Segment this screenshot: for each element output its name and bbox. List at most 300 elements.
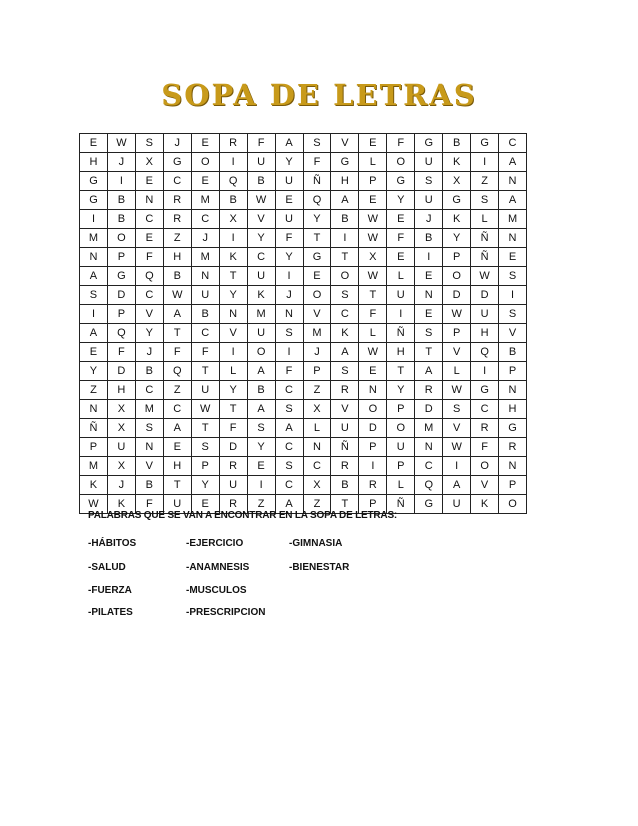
grid-cell: A [331,191,359,210]
grid-cell: E [80,134,108,153]
grid-cell: E [80,343,108,362]
grid-cell: Ñ [80,419,108,438]
grid-cell: Q [415,476,443,495]
grid-cell: F [275,229,303,248]
grid-cell: L [387,476,415,495]
grid-cell: V [443,343,471,362]
grid-cell: S [135,419,163,438]
grid-cell: M [303,324,331,343]
grid-cell: W [191,400,219,419]
grid-cell: O [443,267,471,286]
grid-cell: X [107,400,135,419]
grid-cell: T [331,495,359,514]
grid-cell: C [163,172,191,191]
grid-cell: Y [387,191,415,210]
grid-cell: I [359,457,387,476]
grid-cell: C [275,476,303,495]
grid-cell: O [387,419,415,438]
grid-row [80,362,527,381]
grid-cell: N [80,400,108,419]
grid-cell: C [191,324,219,343]
grid-cell: D [443,286,471,305]
word-item: -HÁBITOS [88,538,137,549]
grid-row [80,191,527,210]
grid-cell: A [163,305,191,324]
grid-cell: O [387,153,415,172]
grid-cell: G [163,153,191,172]
grid-cell: F [359,305,387,324]
grid-cell: Q [135,267,163,286]
grid-cell: I [275,267,303,286]
grid-row [80,476,527,495]
grid-cell: T [219,267,247,286]
grid-cell: Ñ [471,229,499,248]
grid-cell: D [415,400,443,419]
grid-cell: E [359,191,387,210]
grid-cell: U [443,495,471,514]
grid-cell: A [415,362,443,381]
grid-cell: C [191,210,219,229]
grid-cell: G [80,191,108,210]
grid-cell: W [359,343,387,362]
grid-cell: E [191,134,219,153]
grid-cell: D [219,438,247,457]
grid-cell: V [471,476,499,495]
grid-cell: A [80,324,108,343]
grid-cell: F [387,134,415,153]
grid-cell: T [163,476,191,495]
grid-cell: P [191,457,219,476]
grid-cell: R [163,210,191,229]
grid-cell: W [107,134,135,153]
grid-cell: I [471,362,499,381]
grid-cell: P [107,305,135,324]
grid-cell: M [247,305,275,324]
grid-cell: P [359,172,387,191]
words-heading: PALABRAS QUE SE VAN A ENCONTRAR EN LA SOPA DE LETRAS: [88,510,398,521]
grid-cell: F [303,153,331,172]
grid-cell: T [359,286,387,305]
grid-cell: U [163,495,191,514]
grid-row [80,153,527,172]
grid-cell: V [331,400,359,419]
grid-cell: R [331,457,359,476]
grid-cell: N [135,191,163,210]
grid-cell: N [191,267,219,286]
grid-cell: P [499,362,527,381]
grid-cell: U [415,191,443,210]
grid-cell: M [191,191,219,210]
word-item: -SALUD [88,562,126,573]
grid-cell: F [247,134,275,153]
grid-cell: N [219,305,247,324]
grid-cell: A [443,476,471,495]
grid-cell: A [275,419,303,438]
grid-cell: K [80,476,108,495]
grid-cell: C [135,286,163,305]
grid-cell: E [387,248,415,267]
grid-cell: F [219,419,247,438]
grid-cell: Ñ [303,172,331,191]
grid-cell: B [135,362,163,381]
grid-cell: G [443,191,471,210]
grid-cell: C [303,457,331,476]
word-item: -GIMNASIA [289,538,343,549]
grid-cell: S [499,305,527,324]
grid-cell: S [80,286,108,305]
grid-cell: X [135,153,163,172]
grid-row [80,419,527,438]
grid-cell: R [415,381,443,400]
grid-cell: V [135,305,163,324]
grid-cell: F [135,248,163,267]
grid-cell: C [331,305,359,324]
grid-cell: I [219,343,247,362]
grid-cell: A [499,153,527,172]
grid-cell: Q [303,191,331,210]
grid-cell: K [107,495,135,514]
grid-cell: U [219,476,247,495]
grid-cell: J [191,229,219,248]
grid-cell: U [191,381,219,400]
grid-cell: R [219,457,247,476]
grid-cell: W [163,286,191,305]
grid-cell: R [219,134,247,153]
grid-cell: Y [135,324,163,343]
grid-cell: Z [303,381,331,400]
word-item: -MUSCULOS [186,585,247,596]
grid-cell: R [471,419,499,438]
grid-cell: Q [107,324,135,343]
grid-cell: V [219,324,247,343]
grid-cell: L [303,419,331,438]
grid-cell: G [107,267,135,286]
grid-cell: Y [247,229,275,248]
grid-cell: M [135,400,163,419]
grid-cell: K [331,324,359,343]
grid-cell: B [331,210,359,229]
grid-cell: Z [303,495,331,514]
grid-cell: N [415,438,443,457]
grid-cell: Y [191,476,219,495]
grid-cell: P [359,495,387,514]
grid-cell: B [163,267,191,286]
grid-cell: N [275,305,303,324]
grid-cell: H [163,457,191,476]
grid-row [80,172,527,191]
grid-cell: U [191,286,219,305]
grid-cell: C [275,438,303,457]
grid-cell: E [359,362,387,381]
grid-cell: Ñ [471,248,499,267]
grid-cell: P [443,324,471,343]
grid-cell: J [135,343,163,362]
grid-cell: X [303,476,331,495]
grid-cell: A [80,267,108,286]
grid-cell: K [219,248,247,267]
grid-cell: W [80,495,108,514]
grid-cell: G [387,172,415,191]
grid-cell: F [135,495,163,514]
grid-cell: I [107,172,135,191]
grid-cell: C [163,400,191,419]
grid-cell: B [135,476,163,495]
grid-cell: G [471,134,499,153]
grid-cell: E [387,210,415,229]
grid-cell: N [80,248,108,267]
grid-cell: A [275,495,303,514]
grid-cell: U [275,172,303,191]
grid-cell: S [275,457,303,476]
grid-cell: X [443,172,471,191]
grid-cell: Y [247,438,275,457]
grid-cell: A [163,419,191,438]
grid-cell: O [191,153,219,172]
grid-cell: B [499,343,527,362]
grid-cell: I [219,153,247,172]
grid-cell: S [443,400,471,419]
grid-cell: N [359,381,387,400]
grid-cell: F [191,343,219,362]
grid-cell: U [331,419,359,438]
grid-cell: M [415,419,443,438]
grid-cell: C [499,134,527,153]
grid-cell: L [359,153,387,172]
grid-cell: O [107,229,135,248]
grid-cell: S [415,324,443,343]
grid-cell: Ñ [387,324,415,343]
grid-cell: G [80,172,108,191]
grid-cell: N [499,457,527,476]
grid-cell: I [80,210,108,229]
grid-cell: N [135,438,163,457]
grid-cell: V [135,457,163,476]
grid-cell: Z [163,381,191,400]
grid-cell: Z [80,381,108,400]
grid-cell: U [275,210,303,229]
grid-cell: H [80,153,108,172]
grid-row [80,381,527,400]
grid-cell: N [499,229,527,248]
grid-row [80,400,527,419]
grid-row [80,210,527,229]
grid-cell: U [107,438,135,457]
grid-cell: Z [247,495,275,514]
word-search-grid [79,133,527,514]
grid-cell: E [359,134,387,153]
grid-cell: J [303,343,331,362]
grid-cell: N [415,286,443,305]
grid-cell: S [275,324,303,343]
grid-cell: E [191,495,219,514]
grid-row [80,305,527,324]
grid-row [80,457,527,476]
grid-cell: P [303,362,331,381]
grid-cell: S [135,134,163,153]
grid-cell: J [275,286,303,305]
grid-cell: L [219,362,247,381]
grid-cell: C [135,210,163,229]
grid-cell: M [499,210,527,229]
grid-cell: T [191,419,219,438]
grid-cell: D [107,362,135,381]
grid-cell: S [471,191,499,210]
grid-cell: Y [219,381,247,400]
grid-cell: A [499,191,527,210]
grid-cell: U [247,267,275,286]
grid-cell: H [331,172,359,191]
grid-cell: L [387,267,415,286]
grid-cell: G [499,419,527,438]
grid-cell: W [443,305,471,324]
grid-cell: A [247,362,275,381]
grid-cell: S [499,267,527,286]
grid-cell: Y [303,210,331,229]
grid-cell: W [359,229,387,248]
grid-cell: F [163,343,191,362]
grid-cell: E [163,438,191,457]
grid-cell: S [191,438,219,457]
grid-cell: D [107,286,135,305]
grid-cell: Z [163,229,191,248]
grid-cell: P [387,457,415,476]
grid-cell: T [303,229,331,248]
grid-cell: J [107,476,135,495]
grid-cell: O [303,286,331,305]
grid-cell: K [247,286,275,305]
grid-cell: B [247,172,275,191]
grid-cell: Ñ [331,438,359,457]
grid-cell: R [499,438,527,457]
grid-cell: V [499,324,527,343]
grid-cell: G [471,381,499,400]
grid-cell: V [247,210,275,229]
grid-cell: Q [163,362,191,381]
grid-cell: E [191,172,219,191]
grid-cell: V [443,419,471,438]
grid-cell: H [387,343,415,362]
grid-cell: Y [80,362,108,381]
grid-cell: P [499,476,527,495]
grid-cell: O [359,400,387,419]
grid-cell: J [415,210,443,229]
grid-cell: B [331,476,359,495]
grid-cell: B [107,210,135,229]
grid-cell: Y [275,153,303,172]
grid-cell: U [415,153,443,172]
grid-cell: X [359,248,387,267]
grid-cell: X [303,400,331,419]
word-item: -ANAMNESIS [186,562,250,573]
word-item: -BIENESTAR [289,562,350,573]
grid-cell: D [471,286,499,305]
grid-cell: I [499,286,527,305]
grid-cell: T [415,343,443,362]
grid-row [80,343,527,362]
grid-cell: P [359,438,387,457]
grid-cell: I [247,476,275,495]
grid-cell: P [80,438,108,457]
grid-cell: O [471,457,499,476]
grid-cell: U [247,324,275,343]
grid-cell: X [107,457,135,476]
grid-cell: R [331,381,359,400]
grid-cell: J [163,134,191,153]
grid-cell: N [499,172,527,191]
grid-cell: E [415,305,443,324]
word-item: -PILATES [88,607,133,618]
grid-cell: C [275,381,303,400]
word-item: -FUERZA [88,585,132,596]
grid-cell: Z [471,172,499,191]
grid-cell: R [163,191,191,210]
grid-cell: E [135,172,163,191]
grid-cell: S [247,419,275,438]
grid-cell: L [443,362,471,381]
grid-cell: W [247,191,275,210]
grid-cell: E [415,267,443,286]
grid-cell: G [331,153,359,172]
grid-cell: A [331,343,359,362]
grid-cell: S [275,400,303,419]
grid-cell: I [387,305,415,324]
grid-cell: I [443,457,471,476]
grid-cell: C [471,400,499,419]
page-title: SOPA DE LETRAS [161,78,477,112]
grid-cell: P [107,248,135,267]
grid-cell: A [247,400,275,419]
grid-cell: I [275,343,303,362]
grid-cell: E [247,457,275,476]
grid-cell: U [387,438,415,457]
grid-cell: W [471,267,499,286]
grid-cell: J [107,153,135,172]
grid-cell: I [415,248,443,267]
grid-cell: T [191,362,219,381]
grid-cell: W [443,381,471,400]
grid-cell: M [80,229,108,248]
grid-cell: F [275,362,303,381]
grid-cell: E [303,267,331,286]
grid-cell: E [135,229,163,248]
grid-row [80,248,527,267]
grid-cell: Q [471,343,499,362]
grid-cell: H [499,400,527,419]
grid-cell: I [80,305,108,324]
grid-cell: F [471,438,499,457]
grid-cell: K [471,495,499,514]
grid-cell: B [415,229,443,248]
grid-cell: L [471,210,499,229]
grid-cell: B [107,191,135,210]
grid-cell: X [107,419,135,438]
grid-cell: S [415,172,443,191]
grid-cell: O [331,267,359,286]
grid-cell: S [303,134,331,153]
grid-cell: B [219,191,247,210]
grid-cell: M [191,248,219,267]
word-item: -PRESCRIPCION [186,607,266,618]
grid-cell: H [163,248,191,267]
grid-cell: R [359,476,387,495]
grid-cell: I [219,229,247,248]
grid-cell: U [247,153,275,172]
grid-cell: M [80,457,108,476]
grid-row [80,286,527,305]
grid-cell: Y [219,286,247,305]
grid-cell: V [303,305,331,324]
grid-cell: O [247,343,275,362]
